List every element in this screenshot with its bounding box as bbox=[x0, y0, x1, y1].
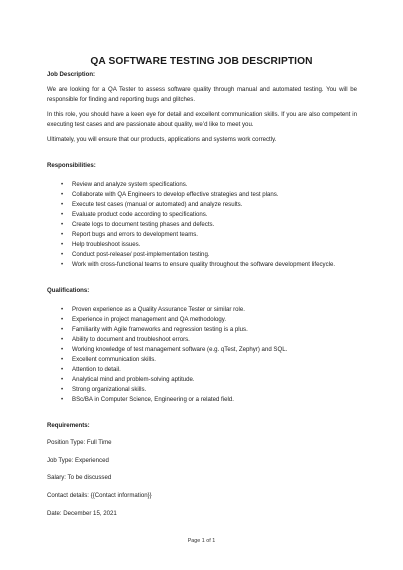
list-item: • Analytical mind and problem-solving aptitude. bbox=[47, 375, 357, 385]
job-description-heading: Job Description: bbox=[47, 71, 96, 78]
list-item: • Work with cross-functional teams to ensure quality throughout the software development lifecycle. bbox=[47, 260, 357, 270]
page-number: Page 1 of 1 bbox=[187, 538, 216, 544]
list-item: • BSc/BA in Computer Science, Engineering or a related field. bbox=[47, 395, 357, 405]
bullet-icon: • bbox=[61, 200, 64, 208]
list-item: • Strong organizational skills. bbox=[47, 385, 357, 395]
description-paragraph-2: In this role, you should have a keen eye for detail and excellent communication skills. If you are also competent in executing test cases and are passionate about quality, we’d like to meet you. bbox=[47, 111, 357, 129]
bullet-icon: • bbox=[61, 241, 64, 249]
list-item: • Experience in project management and QA methodology. bbox=[47, 315, 357, 325]
job-type: Job Type: Experienced bbox=[47, 456, 109, 464]
bullet-icon: • bbox=[61, 305, 64, 313]
requirements-heading: Requirements: bbox=[47, 421, 90, 429]
list-item: • Familiarity with Agile frameworks and regression testing is a plus. bbox=[47, 325, 357, 335]
list-item: • Collaborate with QA Engineers to develop effective strategies and test plans. bbox=[47, 190, 357, 200]
list-item: • Attention to detail. bbox=[47, 365, 357, 375]
qualifications-heading: Qualifications: bbox=[47, 286, 90, 294]
list-item: • Working knowledge of test management software (e.g. qTest, Zephyr) and SQL. bbox=[47, 345, 357, 355]
bullet-icon: • bbox=[61, 221, 64, 229]
bullet-icon: • bbox=[61, 261, 64, 269]
bullet-icon: • bbox=[61, 210, 64, 218]
bullet-icon: • bbox=[61, 396, 64, 404]
document-body bbox=[47, 70, 357, 526]
description-paragraph-1: We are looking for a QA Tester to assess software quality through manual and automated testing. You will be responsible for finding and reporting bugs and glitches. bbox=[47, 86, 357, 104]
contact-details: Contact details: {{Contact information}} bbox=[47, 491, 152, 499]
position-type: Position Type: Full Time bbox=[47, 439, 112, 447]
list-item: • Excellent communication skills. bbox=[47, 355, 357, 365]
bullet-icon: • bbox=[61, 366, 64, 374]
responsibilities-heading: Responsibilities: bbox=[47, 161, 96, 169]
salary: Salary: To be discussed bbox=[47, 474, 112, 482]
list-item: • Ability to document and troubleshoot errors. bbox=[47, 335, 357, 345]
bullet-icon: • bbox=[61, 315, 64, 323]
bullet-icon: • bbox=[61, 345, 64, 353]
list-item: • Execute test cases (manual or automated) and analyze results. bbox=[47, 200, 357, 210]
bullet-icon: • bbox=[61, 386, 64, 394]
bullet-icon: • bbox=[61, 335, 64, 343]
list-item: • Conduct post-release/ post-implementation testing. bbox=[47, 250, 357, 260]
bullet-icon: • bbox=[61, 231, 64, 239]
document-title: QA SOFTWARE TESTING JOB DESCRIPTION bbox=[90, 56, 313, 67]
bullet-icon: • bbox=[61, 376, 64, 384]
bullet-icon: • bbox=[61, 356, 64, 364]
list-item: • Evaluate product code according to specifications. bbox=[47, 210, 357, 220]
bullet-icon: • bbox=[61, 190, 64, 198]
list-item: • Create logs to document testing phases and defects. bbox=[47, 220, 357, 230]
posting-date: Date: December 15, 2021 bbox=[47, 509, 117, 517]
bullet-icon: • bbox=[61, 180, 64, 188]
bullet-icon: • bbox=[61, 325, 64, 333]
qualifications-list bbox=[47, 305, 357, 406]
list-item: • Review and analyze system specifications. bbox=[47, 180, 357, 190]
list-item: • Report bugs and errors to development teams. bbox=[47, 230, 357, 240]
bullet-icon: • bbox=[61, 251, 64, 259]
list-item: • Help troubleshoot issues. bbox=[47, 240, 357, 250]
responsibilities-list bbox=[47, 180, 357, 271]
list-item: • Proven experience as a Quality Assurance Tester or similar role. bbox=[47, 305, 357, 315]
description-paragraph-3: Ultimately, you will ensure that our products, applications and systems work correctly. bbox=[47, 136, 277, 144]
